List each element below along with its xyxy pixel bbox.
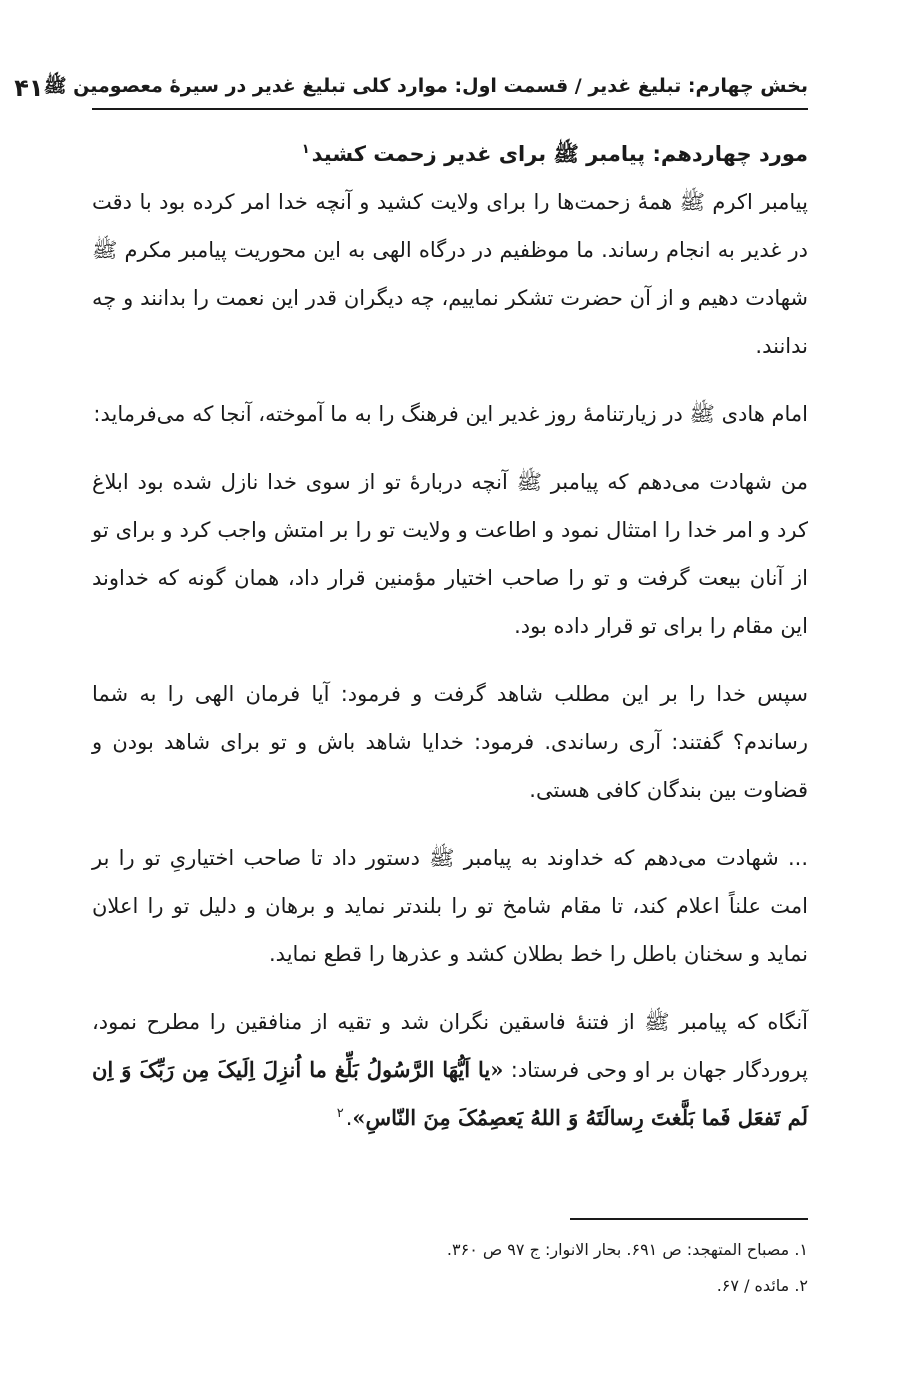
page-number: ۴۱: [14, 74, 44, 102]
quran-quote: «یا اَیُّهَا الرَّسُولُ بَلِّغ ما اُنزِلَ اِلَیکَ مِن رَبِّکَ وَ اِن لَم تَفعَل فَما بَلَّغتَ رِسالَتَهُ وَ اللهُ یَعصِمُکَ مِنَ النّاسِ»: [92, 1057, 808, 1130]
paragraph-5: ... شهادت می‌دهم که خداوند به پیامبر ﷺ دستور داد تا صاحب اختیاریِ تو را بر امت علناً اعلام کند، تا مقام شامخ تو را بلندتر نماید و برهان و دلیل تو را اعلان نماید و سخنان باطل را خط بطلان کشد و عذرها را قطع نماید.: [92, 846, 808, 966]
paragraph-1: پیامبر اکرم ﷺ همۀ زحمت‌ها را برای ولایت کشید و آنچه خدا امر کرده بود با دقت در غدیر به انجام رساند. ما موظفیم در درگاه الهی به این محوریت پیامبر مکرم ﷺ شهادت دهیم و از آن حضرت تشکر نماییم، چه دیگران قدر این نعمت را بدانند و چه ندانند.: [92, 190, 808, 358]
paragraph-4: سپس خدا را بر این مطلب شاهد گرفت و فرمود: آیا فرمان الهی را به شما رساندم؟ گفتند: آری رساندی. فرمود: خدایا شاهد باش و تو برای شاهد بودن و قضاوت بین بندگان کافی هستی.: [92, 682, 808, 802]
footnotes: [92, 1232, 808, 1304]
footnote-mark-2: ۲: [336, 1106, 344, 1121]
running-header: [14, 60, 808, 110]
paragraph-6-end: .: [345, 1106, 353, 1130]
footnote-2: ۲. مائده / ۶۷.: [716, 1276, 808, 1295]
footnote-1: ۱. مصباح المتهجد: ص ۶۹۱. بحار الانوار: ج ۹۷ ص ۳۶۰.: [446, 1240, 808, 1259]
header-title: بخش چهارم: تبلیغ غدیر / قسمت اول: موارد کلی تبلیغ غدیر در سیرۀ معصومین ﷺ: [43, 75, 808, 97]
footnote-divider: [570, 1218, 808, 1220]
section-heading: [92, 130, 808, 178]
paragraph-6-text: آنگاه که پیامبر ﷺ از فتنۀ فاسقین نگران شد و تقیه از منافقین را مطرح نمود، پروردگار جهان بر او وحی فرستاد:: [92, 1010, 808, 1082]
footnote-mark-1: ۱: [301, 142, 310, 157]
paragraph-6: [92, 998, 808, 1142]
paragraph-3: من شهادت می‌دهم که پیامبر ﷺ آنچه دربارۀ تو از سوی خدا نازل شده بود ابلاغ کرد و امر خدا را امتثال نمود و اطاعت و ولایت تو را بر امتش واجب کرد و برای تو از آنان بیعت گرفت و تو را صاحب اختیار مؤمنین قرار داد، همان گونه که خداوند این مقام را برای تو قرار داده بود.: [92, 470, 808, 638]
page-body: [14, 60, 808, 1142]
section-heading-text: مورد چهاردهم: پیامبر ﷺ برای غدیر زحمت کشید: [311, 142, 808, 166]
paragraph-2: امام هادی ﷺ در زیارتنامۀ روز غدیر این فرهنگ را به ما آموخته، آنجا که می‌فرماید:: [93, 402, 808, 426]
